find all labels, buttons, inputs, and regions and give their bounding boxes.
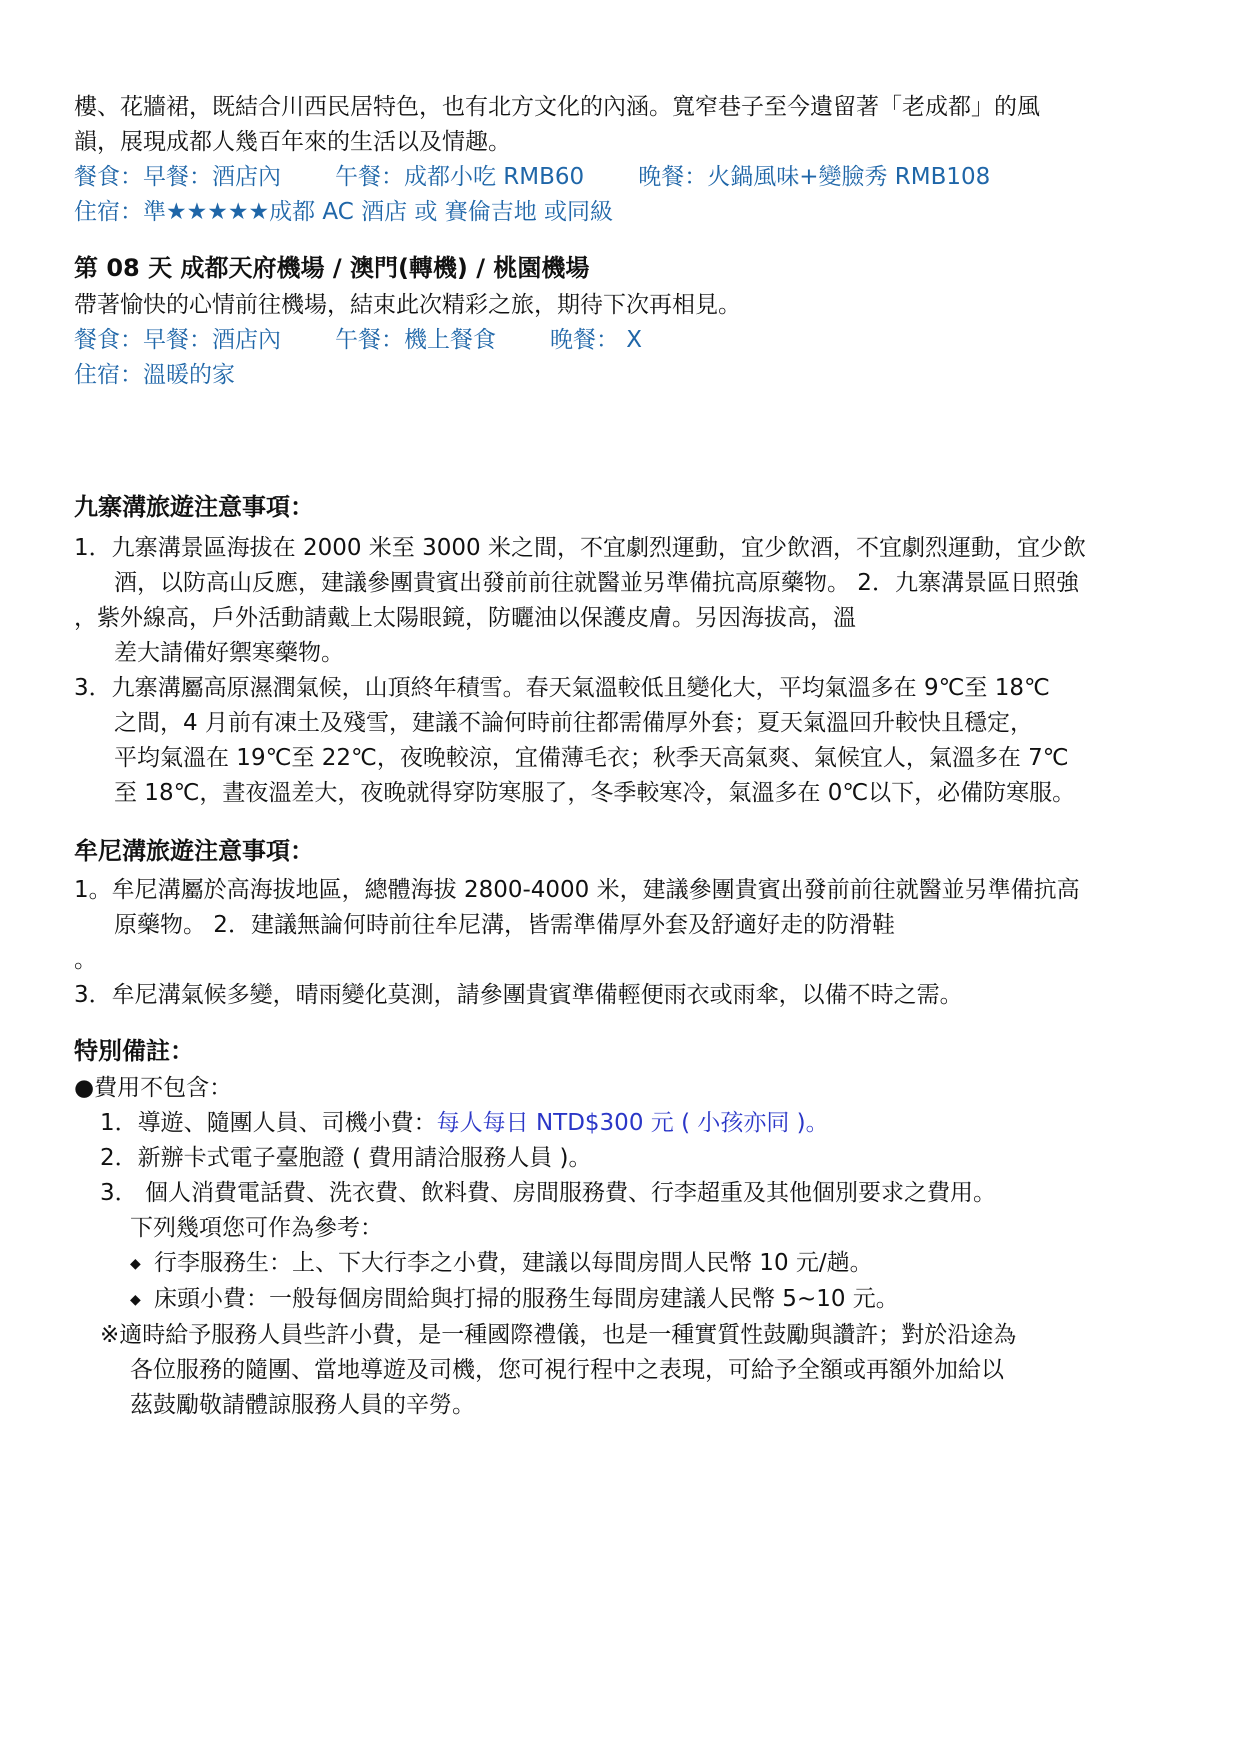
meal-breakfast: 早餐：酒店內 bbox=[143, 164, 281, 190]
munigou-notes-body bbox=[74, 873, 1174, 1013]
jiuzhaigou-note-line: 差大請備好禦寒藥物。 bbox=[114, 640, 344, 666]
tips-text: 1．導遊、隨團人員、司機小費： bbox=[100, 1110, 437, 1136]
lodging-value: 準★★★★★成都 AC 酒店 或 賽倫吉地 或同級 bbox=[143, 199, 614, 225]
day7-lodging bbox=[74, 195, 1174, 230]
jiuzhaigou-note-line: ，紫外線高，戶外活動請戴上太陽眼鏡，防曬油以保護皮膚。另因海拔高，溫 bbox=[74, 605, 856, 631]
lodging-label: 住宿： bbox=[74, 362, 143, 388]
jiuzhaigou-note-line: 之間，4 月前有凍土及殘雪，建議不論何時前往都需備厚外套；夏天氣溫回升較快且穩定， bbox=[114, 710, 1033, 736]
tip-bullet-text: 床頭小費：一般每個房間給與打掃的服務生每間房建議人民幣 5~10 元。 bbox=[154, 1286, 899, 1312]
tip-bullet-item bbox=[74, 1246, 1174, 1282]
jiuzhaigou-notes-body bbox=[74, 531, 1174, 811]
jiuzhaigou-notes-heading: 九寨溝旅遊注意事項： bbox=[74, 493, 314, 521]
munigou-note-line: 3．牟尼溝氣候多變，晴雨變化莫測，請參團貴賓準備輕便雨衣或雨傘，以備不時之需。 bbox=[74, 982, 963, 1008]
lodging-value: 溫暖的家 bbox=[143, 362, 235, 388]
day8-description: 帶著愉快的心情前往機場，結束此次精彩之旅，期待下次再相見。 bbox=[74, 292, 741, 318]
tips-amount: 每人每日 NTD$300 元 ( 小孩亦同 )。 bbox=[436, 1110, 829, 1136]
day8-lodging bbox=[74, 358, 1174, 393]
remark-line: 各位服務的隨團、當地導遊及司機，您可視行程中之表現，可給予全額或再額外加給以 bbox=[130, 1357, 1004, 1383]
excluded-item-permit: 2．新辦卡式電子臺胞證 ( 費用請洽服務人員 )。 bbox=[100, 1145, 592, 1171]
meal-breakfast: 早餐：酒店內 bbox=[143, 327, 281, 353]
day8-meals bbox=[74, 323, 1174, 358]
special-notes-body bbox=[74, 1071, 1174, 1423]
reference-intro: 下列幾項您可作為參考： bbox=[130, 1215, 383, 1241]
day7-description-line1: 樓、花牆裙，既結合川西民居特色，也有北方文化的內涵。寬窄巷子至今遺留著「老成都」的風 bbox=[74, 94, 1040, 120]
excluded-fees-label: ●費用不包含： bbox=[74, 1075, 233, 1101]
diamond-bullet-icon: ◆ bbox=[130, 1256, 141, 1272]
munigou-note-line: 。 bbox=[74, 947, 97, 973]
meal-dinner: 晚餐：火鍋風味+變臉秀 RMB108 bbox=[638, 164, 991, 190]
meal-lunch: 午餐：機上餐食 bbox=[335, 327, 496, 353]
day7-meals bbox=[74, 160, 1174, 195]
munigou-note-line: 1。牟尼溝屬於高海拔地區，總體海拔 2800-4000 米，建議參團貴賓出發前前往就醫並另準備抗高 bbox=[74, 877, 1080, 903]
lodging-label: 住宿： bbox=[74, 199, 143, 225]
meal-dinner: 晚餐： X bbox=[550, 327, 643, 353]
meal-lunch: 午餐：成都小吃 RMB60 bbox=[335, 164, 585, 190]
itinerary-page bbox=[74, 90, 1174, 1423]
tip-bullet-item bbox=[74, 1282, 1174, 1318]
tip-bullet-text: 行李服務生：上、下大行李之小費，建議以每間房間人民幣 10 元/趟。 bbox=[154, 1250, 873, 1276]
day8-title: 第 08 天 成都天府機場 / 澳門(轉機) / 桃園機場 bbox=[74, 254, 590, 282]
jiuzhaigou-note-line: 3．九寨溝屬高原濕潤氣候，山頂終年積雪。春天氣溫較低且變化大，平均氣溫多在 9℃至 18℃ bbox=[74, 675, 1050, 701]
remark-line: 茲鼓勵敬請體諒服務人員的辛勞。 bbox=[130, 1392, 475, 1418]
day7-description-line2: 韻，展現成都人幾百年來的生活以及情趣。 bbox=[74, 129, 511, 155]
jiuzhaigou-note-line: 平均氣溫在 19℃至 22℃，夜晚較涼，宜備薄毛衣；秋季天高氣爽、氣候宜人，氣溫多在 7℃ bbox=[114, 745, 1069, 771]
jiuzhaigou-note-line: 酒，以防高山反應，建議參團貴賓出發前前往就醫並另準備抗高原藥物。 2．九寨溝景區日照強 bbox=[114, 570, 1079, 596]
special-notes-heading: 特別備註： bbox=[74, 1037, 194, 1065]
excluded-item-personal: 3． 個人消費電話費、洗衣費、飲料費、房間服務費、行李超重及其他個別要求之費用。 bbox=[100, 1180, 996, 1206]
meals-label: 餐食： bbox=[74, 327, 143, 353]
munigou-note-line: 原藥物。 2．建議無論何時前往牟尼溝，皆需準備厚外套及舒適好走的防滑鞋 bbox=[114, 912, 895, 938]
jiuzhaigou-note-line: 至 18℃，晝夜溫差大，夜晚就得穿防寒服了，冬季較寒冷，氣溫多在 0℃以下，必備防寒服。 bbox=[114, 780, 1076, 806]
remark-line: ※適時給予服務人員些許小費，是一種國際禮儀，也是一種實質性鼓勵與讚許；對於沿途為 bbox=[100, 1322, 1017, 1348]
jiuzhaigou-note-line: 1．九寨溝景區海拔在 2000 米至 3000 米之間，不宜劇烈運動，宜少飲酒，不宜劇烈運動，宜少飲 bbox=[74, 535, 1086, 561]
munigou-notes-heading: 牟尼溝旅遊注意事項： bbox=[74, 837, 314, 865]
excluded-item-tips bbox=[74, 1106, 1174, 1141]
diamond-bullet-icon: ◆ bbox=[130, 1292, 141, 1308]
meals-label: 餐食： bbox=[74, 164, 143, 190]
